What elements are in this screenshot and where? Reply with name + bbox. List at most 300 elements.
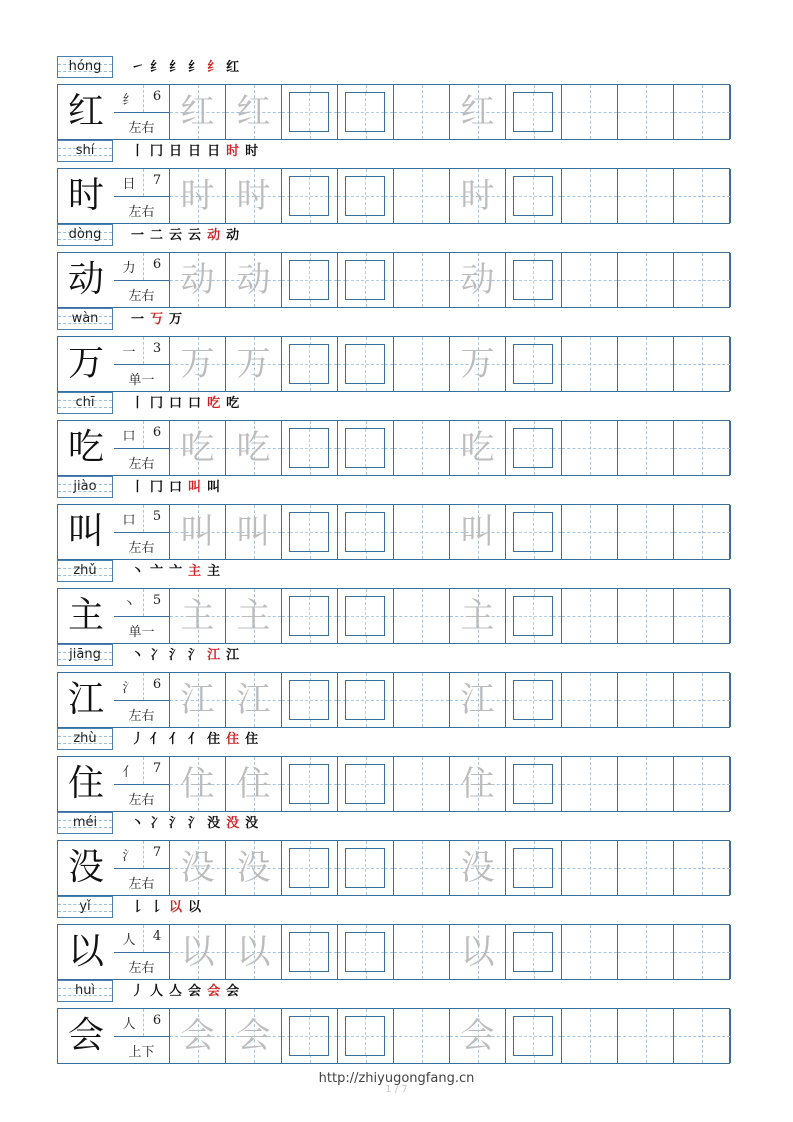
practice-cell[interactable] [338, 169, 394, 223]
grid-guide [514, 364, 552, 365]
practice-cell[interactable] [170, 589, 226, 643]
footer-url: http://zhiyugongfang.cn [318, 1071, 475, 1086]
practice-cell[interactable] [394, 1009, 450, 1063]
page-number: 1 / 7 [385, 1084, 408, 1095]
stroke-step: 亻 [150, 732, 164, 747]
grid-guide [514, 448, 552, 449]
grid-guide [514, 616, 552, 617]
grid-guide [290, 364, 328, 365]
practice-cell[interactable] [618, 337, 674, 391]
inner-practice-box [289, 1016, 329, 1056]
trace-character: 没 [180, 848, 215, 888]
stroke-order [131, 226, 245, 246]
grid-guide [562, 616, 617, 617]
practice-cell[interactable] [338, 925, 394, 979]
inner-practice-box [513, 848, 553, 888]
practice-cell[interactable] [226, 673, 282, 727]
structure: 单一 [128, 373, 155, 388]
grid-guide [618, 784, 673, 785]
stroke-step: 丶 [131, 816, 145, 831]
inner-practice-box [513, 932, 553, 972]
grid-guide [674, 1036, 730, 1037]
character-info [114, 757, 170, 811]
practice-cell[interactable] [226, 253, 282, 307]
trace-character: 主 [236, 596, 271, 636]
pinyin-box [57, 476, 113, 498]
stroke-count: 6 [152, 425, 162, 440]
practice-cell[interactable] [450, 757, 506, 811]
practice-cell[interactable] [674, 757, 731, 811]
stroke-step: 时 [245, 144, 259, 159]
stroke-step: 吃 [226, 396, 240, 411]
practice-cell[interactable] [338, 505, 394, 559]
grid-guide [394, 868, 449, 869]
practice-cell[interactable] [674, 421, 731, 475]
practice-cell[interactable] [338, 673, 394, 727]
model-character: 会 [67, 1015, 104, 1056]
practice-cell[interactable] [618, 925, 674, 979]
grid-guide [394, 364, 449, 365]
practice-cell[interactable] [506, 505, 562, 559]
character-info [114, 421, 170, 475]
practice-cell[interactable] [170, 253, 226, 307]
character-info [114, 85, 170, 139]
practice-cell[interactable] [506, 421, 562, 475]
practice-cell[interactable] [338, 1009, 394, 1063]
grid-guide [562, 784, 617, 785]
practice-cell[interactable] [170, 505, 226, 559]
inner-practice-box [289, 260, 329, 300]
practice-cell[interactable] [562, 925, 618, 979]
practice-cell[interactable] [338, 757, 394, 811]
practice-cell[interactable] [282, 169, 338, 223]
practice-cell[interactable] [618, 841, 674, 895]
stroke-order [131, 310, 188, 330]
practice-cell[interactable] [506, 673, 562, 727]
stroke-step: 日 [207, 144, 221, 159]
grid-guide [290, 616, 328, 617]
practice-cell[interactable] [170, 841, 226, 895]
grid-guide [562, 952, 617, 953]
stroke-order [131, 730, 264, 750]
inner-practice-box [289, 680, 329, 720]
practice-cell[interactable] [170, 421, 226, 475]
practice-cell[interactable] [674, 841, 731, 895]
practice-cell[interactable] [450, 253, 506, 307]
practice-cell[interactable] [450, 1009, 506, 1063]
stroke-count: 4 [152, 929, 162, 944]
stroke-step: ㇀ [131, 60, 145, 75]
inner-practice-box [345, 596, 385, 636]
model-character: 万 [67, 343, 104, 384]
practice-cell[interactable] [226, 841, 282, 895]
writing-row [57, 840, 730, 896]
practice-cell[interactable] [562, 337, 618, 391]
grid-guide [618, 700, 673, 701]
radical: 纟 [122, 93, 136, 108]
stroke-step: 口 [188, 396, 202, 411]
pinyin-box [57, 140, 113, 162]
practice-cell[interactable] [450, 421, 506, 475]
trace-character: 没 [460, 848, 495, 888]
grid-guide [514, 196, 552, 197]
practice-cell[interactable] [674, 505, 731, 559]
practice-cell[interactable] [562, 1009, 618, 1063]
grid-guide [290, 952, 328, 953]
stroke-step: 冂 [150, 480, 164, 495]
practice-cell[interactable] [506, 925, 562, 979]
pinyin-text: huì [74, 983, 96, 998]
inner-practice-box [289, 932, 329, 972]
practice-cell[interactable] [394, 589, 450, 643]
practice-cell[interactable] [394, 169, 450, 223]
model-character: 主 [67, 595, 104, 636]
character-info [114, 253, 170, 307]
writing-row [57, 672, 730, 728]
trace-character: 万 [460, 344, 495, 384]
trace-character: 吃 [236, 428, 271, 468]
trace-character: 万 [180, 344, 215, 384]
stroke-step: 丨 [131, 144, 145, 159]
practice-cell[interactable] [282, 673, 338, 727]
pinyin-box [57, 644, 113, 666]
character-unit [57, 308, 730, 392]
grid-guide [674, 196, 730, 197]
trace-character: 吃 [180, 428, 215, 468]
trace-character: 住 [236, 764, 271, 804]
practice-cell[interactable] [394, 673, 450, 727]
stroke-step: 会 [226, 984, 240, 999]
practice-cell[interactable] [450, 925, 506, 979]
trace-character: 动 [180, 260, 215, 300]
grid-guide [562, 112, 617, 113]
model-character: 吃 [67, 427, 104, 468]
stroke-count: 7 [152, 173, 162, 188]
grid-guide [618, 616, 673, 617]
stroke-step: 丂 [150, 312, 164, 327]
stroke-count: 7 [152, 761, 162, 776]
practice-cell[interactable] [394, 253, 450, 307]
inner-practice-box [513, 176, 553, 216]
practice-cell[interactable] [226, 589, 282, 643]
practice-cell[interactable] [506, 169, 562, 223]
inner-practice-box [513, 680, 553, 720]
info-divider [114, 112, 169, 113]
practice-cell[interactable] [170, 169, 226, 223]
stroke-step: 纟 [169, 60, 183, 75]
model-character: 时 [67, 175, 104, 216]
practice-cell[interactable] [506, 337, 562, 391]
inner-practice-box [513, 344, 553, 384]
practice-cell[interactable] [394, 337, 450, 391]
stroke-step: 亻 [188, 732, 202, 747]
practice-cell[interactable] [506, 841, 562, 895]
pinyin-box [57, 308, 113, 330]
info-divider [114, 952, 169, 953]
stroke-step: 纟 [207, 60, 221, 75]
practice-cell[interactable] [226, 337, 282, 391]
practice-cell[interactable] [562, 169, 618, 223]
radical: 力 [122, 261, 136, 276]
grid-guide [394, 196, 449, 197]
grid-guide [674, 784, 730, 785]
writing-row [57, 756, 730, 812]
practice-cell[interactable] [394, 925, 450, 979]
practice-cell[interactable] [618, 253, 674, 307]
pinyin-text: hóng [68, 59, 102, 74]
stroke-step: 红 [226, 60, 240, 75]
grid-guide [562, 196, 617, 197]
writing-row [57, 168, 730, 224]
grid-guide [290, 532, 328, 533]
practice-cell[interactable] [674, 337, 731, 391]
stroke-step: 丶 [131, 564, 145, 579]
structure: 左右 [128, 877, 155, 892]
practice-cell[interactable] [562, 841, 618, 895]
stroke-step: 江 [207, 648, 221, 663]
practice-cell[interactable] [506, 253, 562, 307]
grid-guide [290, 448, 328, 449]
practice-cell[interactable] [170, 673, 226, 727]
grid-guide [514, 532, 552, 533]
info-divider [114, 700, 169, 701]
practice-cell[interactable] [506, 589, 562, 643]
stroke-step: 日 [169, 144, 183, 159]
writing-row [57, 924, 730, 980]
practice-cell[interactable] [226, 925, 282, 979]
trace-character: 江 [236, 680, 271, 720]
pinyin-box [57, 392, 113, 414]
grid-guide [674, 448, 730, 449]
character-unit [57, 392, 730, 476]
stroke-step: 叫 [188, 480, 202, 495]
practice-cell[interactable] [674, 169, 731, 223]
practice-cell[interactable] [562, 85, 618, 139]
radical: 日 [122, 177, 136, 192]
grid-guide [562, 700, 617, 701]
practice-cell[interactable] [450, 505, 506, 559]
grid-guide [290, 196, 328, 197]
stroke-count: 3 [152, 341, 162, 356]
practice-cell[interactable] [674, 253, 731, 307]
grid-guide [618, 448, 673, 449]
practice-cell[interactable] [674, 1009, 731, 1063]
practice-cell[interactable] [394, 85, 450, 139]
inner-practice-box [345, 512, 385, 552]
stroke-step: 没 [207, 816, 221, 831]
practice-cell[interactable] [226, 505, 282, 559]
stroke-step: 会 [188, 984, 202, 999]
practice-cell[interactable] [618, 673, 674, 727]
grid-guide [618, 952, 673, 953]
practice-cell[interactable] [506, 757, 562, 811]
practice-cell[interactable] [338, 337, 394, 391]
practice-cell[interactable] [394, 505, 450, 559]
model-character: 叫 [67, 511, 104, 552]
character-unit [57, 560, 730, 644]
inner-practice-box [513, 92, 553, 132]
stroke-step: 云 [169, 228, 183, 243]
trace-character: 叫 [180, 512, 215, 552]
practice-cell[interactable] [562, 673, 618, 727]
practice-cell[interactable] [170, 85, 226, 139]
stroke-step: 没 [226, 816, 240, 831]
grid-guide [290, 784, 328, 785]
practice-cell[interactable] [282, 841, 338, 895]
trace-character: 以 [460, 932, 495, 972]
practice-cell[interactable] [226, 85, 282, 139]
practice-cell[interactable] [562, 505, 618, 559]
practice-cell[interactable] [562, 253, 618, 307]
grid-guide [346, 952, 384, 953]
inner-practice-box [345, 92, 385, 132]
practice-cell[interactable] [282, 757, 338, 811]
character-unit [57, 224, 730, 308]
practice-cell[interactable] [618, 421, 674, 475]
practice-cell[interactable] [674, 925, 731, 979]
practice-cell[interactable] [226, 1009, 282, 1063]
inner-practice-box [345, 260, 385, 300]
structure: 左右 [128, 541, 155, 556]
grid-guide [674, 364, 730, 365]
practice-cell[interactable] [450, 337, 506, 391]
pinyin-text: yǐ [79, 899, 91, 914]
practice-cell[interactable] [338, 841, 394, 895]
practice-cell[interactable] [338, 85, 394, 139]
grid-guide [394, 1036, 449, 1037]
practice-cell[interactable] [618, 169, 674, 223]
practice-cell[interactable] [338, 253, 394, 307]
trace-character: 会 [180, 1016, 215, 1056]
practice-cell[interactable] [450, 85, 506, 139]
trace-character: 主 [460, 596, 495, 636]
stroke-step: 冫 [150, 816, 164, 831]
practice-cell[interactable] [282, 85, 338, 139]
practice-cell[interactable] [674, 85, 731, 139]
practice-cell[interactable] [282, 505, 338, 559]
inner-practice-box [289, 428, 329, 468]
practice-cell[interactable] [450, 841, 506, 895]
practice-cell[interactable] [338, 589, 394, 643]
practice-cell[interactable] [618, 1009, 674, 1063]
info-divider [114, 364, 169, 365]
practice-cell[interactable] [394, 841, 450, 895]
practice-cell[interactable] [282, 589, 338, 643]
practice-cell[interactable] [226, 757, 282, 811]
trace-character: 动 [460, 260, 495, 300]
stroke-step: 住 [245, 732, 259, 747]
inner-practice-box [345, 764, 385, 804]
practice-cell[interactable] [282, 1009, 338, 1063]
character-info [114, 589, 170, 643]
grid-guide [394, 280, 449, 281]
practice-cell[interactable] [562, 421, 618, 475]
practice-cell[interactable] [394, 757, 450, 811]
stroke-step: 冂 [150, 396, 164, 411]
practice-cell[interactable] [562, 757, 618, 811]
trace-character: 住 [460, 764, 495, 804]
practice-cell[interactable] [674, 673, 731, 727]
practice-cell[interactable] [506, 1009, 562, 1063]
practice-cell[interactable] [226, 421, 282, 475]
trace-character: 江 [180, 680, 215, 720]
stroke-step: 丶 [131, 648, 145, 663]
structure: 单一 [128, 625, 155, 640]
practice-cell[interactable] [282, 925, 338, 979]
grid-guide [346, 532, 384, 533]
practice-cell[interactable] [674, 589, 731, 643]
practice-cell[interactable] [394, 421, 450, 475]
radical: 氵 [122, 849, 136, 864]
model-character: 没 [67, 847, 104, 888]
grid-guide [674, 616, 730, 617]
model-character: 以 [67, 931, 104, 972]
inner-practice-box [345, 848, 385, 888]
stroke-step: 二 [150, 228, 164, 243]
grid-guide [394, 952, 449, 953]
practice-cell[interactable] [450, 673, 506, 727]
stroke-count: 6 [152, 677, 162, 692]
practice-cell[interactable] [170, 925, 226, 979]
stroke-step: 亠 [150, 564, 164, 579]
stroke-step: 纟 [150, 60, 164, 75]
pinyin-box [57, 812, 113, 834]
practice-cell[interactable] [450, 589, 506, 643]
character-info [114, 925, 170, 979]
structure: 左右 [128, 457, 155, 472]
practice-cell[interactable] [618, 589, 674, 643]
practice-cell[interactable] [506, 85, 562, 139]
practice-cell[interactable] [170, 1009, 226, 1063]
stroke-step: 主 [207, 564, 221, 579]
practice-cell[interactable] [618, 85, 674, 139]
inner-practice-box [345, 932, 385, 972]
grid-guide [346, 616, 384, 617]
practice-cell[interactable] [562, 589, 618, 643]
stroke-step: 叫 [207, 480, 221, 495]
practice-cell[interactable] [282, 253, 338, 307]
stroke-step: 冂 [150, 144, 164, 159]
practice-cell[interactable] [170, 337, 226, 391]
grid-guide [618, 868, 673, 869]
pinyin-text: zhù [73, 731, 97, 746]
practice-cell[interactable] [170, 757, 226, 811]
inner-practice-box [513, 764, 553, 804]
practice-cell[interactable] [282, 337, 338, 391]
pinyin-box [57, 224, 113, 246]
grid-guide [346, 364, 384, 365]
practice-cell[interactable] [338, 421, 394, 475]
practice-cell[interactable] [282, 421, 338, 475]
inner-practice-box [289, 596, 329, 636]
practice-cell[interactable] [450, 169, 506, 223]
pinyin-box [57, 980, 113, 1002]
grid-guide [618, 112, 673, 113]
trace-character: 会 [236, 1016, 271, 1056]
trace-character: 红 [180, 92, 215, 132]
stroke-count: 5 [152, 593, 162, 608]
practice-cell[interactable] [618, 505, 674, 559]
grid-guide [346, 784, 384, 785]
trace-character: 万 [236, 344, 271, 384]
inner-practice-box [345, 176, 385, 216]
practice-cell[interactable] [618, 757, 674, 811]
trace-character: 没 [236, 848, 271, 888]
info-divider [114, 196, 169, 197]
stroke-step: 亼 [169, 984, 183, 999]
trace-character: 主 [180, 596, 215, 636]
practice-cell[interactable] [226, 169, 282, 223]
